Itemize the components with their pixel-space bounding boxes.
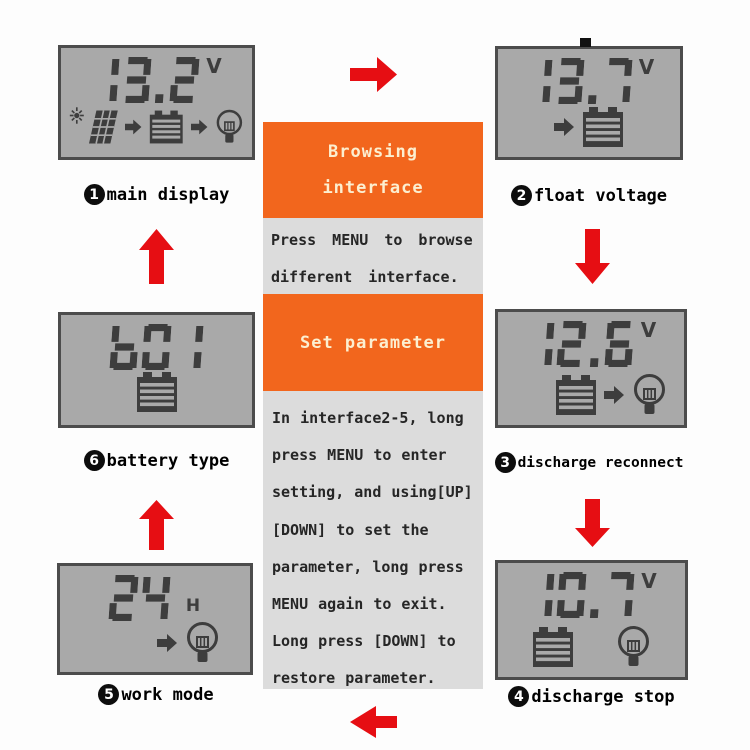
seven-segment-digit	[141, 324, 171, 370]
battery-icon	[555, 375, 597, 415]
header-line: Browsing	[328, 142, 418, 162]
seven-segment-dot	[154, 57, 168, 103]
set-parameter-body	[263, 391, 483, 689]
seven-segment-digit	[602, 58, 632, 104]
step-number-badge: 3	[495, 452, 516, 473]
lcd-screen-battery-type	[58, 312, 255, 428]
lcd-screen-work-mode	[57, 563, 253, 675]
unit-label: V	[206, 54, 222, 78]
seven-segment-digit	[525, 572, 555, 618]
lcd-screen-discharge-stop	[495, 560, 688, 680]
unit-label: V	[638, 55, 655, 79]
browsing-interface-header	[263, 122, 483, 218]
lcd-icon-row	[68, 621, 242, 665]
caption-discharge-reconnect	[480, 452, 698, 473]
caption-text: discharge reconnect	[517, 454, 684, 471]
lcd-screen-float-voltage	[495, 46, 683, 160]
unit-label: V	[640, 318, 657, 342]
unit-label: V	[641, 569, 657, 593]
step-number-badge: 4	[508, 686, 529, 707]
caption-main-display	[58, 184, 255, 205]
seven-segment-readout	[506, 55, 672, 104]
sun-icon	[69, 105, 85, 126]
body-line: different interface.	[271, 268, 459, 286]
seven-segment-digit	[557, 572, 587, 618]
seven-segment-digit	[170, 57, 200, 103]
body-line: restore parameter.	[272, 669, 436, 688]
body-line: press MENU to enter	[272, 446, 447, 465]
header-line: interface	[322, 178, 424, 198]
solar-panel-icon	[89, 106, 119, 148]
seven-segment-readout	[506, 318, 676, 367]
flow-arrow-left-bottom-icon	[350, 706, 397, 738]
seven-segment-digit	[522, 58, 552, 104]
lcd-icon-row	[506, 624, 677, 670]
caption-text: work mode	[121, 684, 214, 705]
caption-text: battery type	[106, 450, 230, 471]
seven-segment-digit	[122, 57, 152, 103]
lcd-icon-row	[69, 372, 244, 418]
seven-segment-dot	[586, 58, 600, 104]
lcd-icon-row	[69, 104, 244, 150]
battery-icon	[532, 627, 574, 667]
seven-segment-digit	[605, 572, 635, 618]
set-parameter-header	[263, 294, 483, 391]
bulb-icon	[632, 373, 667, 417]
body-line: Press MENU to browse	[271, 231, 473, 249]
seven-segment-digit	[524, 321, 554, 367]
flow-arrow-up-left-bottom-icon	[139, 500, 174, 550]
browsing-interface-body	[263, 218, 483, 294]
lcd-icon-row	[506, 104, 672, 150]
seven-segment-readout	[69, 324, 244, 370]
step-number-badge: 5	[98, 684, 119, 705]
battery-icon	[149, 107, 184, 147]
seven-segment-digit	[109, 324, 139, 370]
seven-segment-digit	[90, 57, 120, 103]
body-line: MENU again to exit.	[272, 595, 447, 614]
lcd-icon-row	[506, 372, 676, 418]
icon-spacer	[581, 642, 609, 652]
arrow-right-icon	[157, 632, 178, 654]
caption-text: discharge stop	[531, 686, 675, 707]
lcd-top-notch	[580, 38, 591, 47]
step-number-badge: 2	[511, 185, 532, 206]
flow-arrow-right-top-icon	[350, 57, 397, 92]
body-line: [DOWN] to set the	[272, 520, 429, 539]
header-line: Set parameter	[299, 332, 447, 353]
battery-icon	[136, 372, 178, 412]
bulb-icon	[616, 625, 651, 669]
lcd-screen-discharge-reconnect	[495, 309, 687, 428]
seven-segment-dot	[589, 572, 603, 618]
seven-segment-readout	[68, 575, 242, 621]
flow-arrow-up-left-top-icon	[139, 229, 174, 284]
caption-text: main display	[106, 184, 230, 205]
seven-segment-digit	[108, 575, 138, 621]
arrow-right-icon	[554, 116, 575, 138]
unit-label: H	[185, 596, 201, 616]
body-line: In interface2-5, long	[272, 409, 464, 427]
caption-battery-type	[58, 450, 255, 471]
step-number-badge: 6	[84, 450, 105, 471]
caption-text: float voltage	[533, 185, 668, 206]
seven-segment-digit	[556, 321, 586, 367]
seven-segment-readout	[506, 569, 677, 618]
flow-arrow-down-right-top-icon	[575, 229, 610, 284]
caption-float-voltage	[489, 185, 689, 206]
body-line: setting, and using[UP]	[272, 483, 473, 502]
body-line: Long press [DOWN] to	[272, 632, 456, 651]
seven-segment-dot	[588, 321, 602, 367]
seven-segment-readout	[69, 54, 244, 103]
battery-icon	[582, 107, 624, 147]
arrow-right-icon	[191, 116, 208, 138]
caption-discharge-stop	[489, 686, 694, 707]
caption-work-mode	[58, 684, 254, 705]
flow-arrow-down-right-bottom-icon	[575, 499, 610, 547]
seven-segment-digit	[140, 575, 170, 621]
bulb-icon	[215, 105, 244, 149]
arrow-right-icon	[604, 384, 625, 406]
body-line: parameter, long press	[272, 557, 464, 576]
seven-segment-digit	[173, 324, 203, 370]
lcd-screen-main-display	[58, 45, 255, 160]
seven-segment-digit	[554, 58, 584, 104]
bulb-icon	[185, 621, 220, 665]
seven-segment-digit	[604, 321, 634, 367]
step-number-badge: 1	[84, 184, 105, 205]
arrow-right-icon	[125, 116, 142, 138]
